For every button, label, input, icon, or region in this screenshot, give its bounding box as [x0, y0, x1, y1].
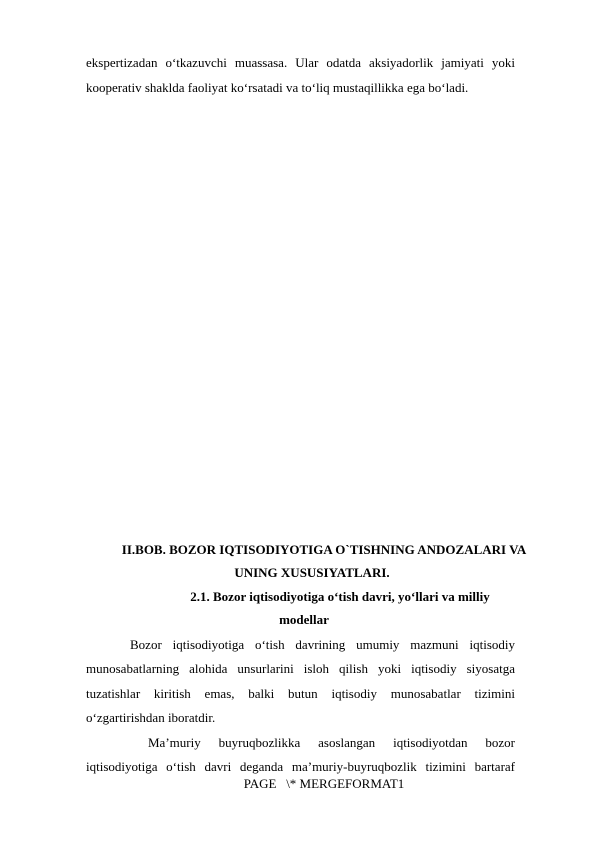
paragraph-1-line-2: munosabatlarning alohida unsurlarini isloh qilish yoki iqtisodiy siyosatga [86, 661, 515, 676]
paragraph-1-line-1: Bozor iqtisodiyotiga o‘tish davrining umumiy mazmuni iqtisodiy [130, 637, 515, 652]
top-paragraph-line-2: kooperativ shaklda faoliyat ko‘rsatadi va to‘liq mustaqillikka ega bo‘ladi. [86, 80, 469, 95]
paragraph-2-line-1: Ma’muriy buyruqbozlikka asoslangan iqtisodiyotdan bozor [148, 735, 515, 750]
section-heading-line-1: 2.1. Bozor iqtisodiyotiga o‘tish davri, yo‘llari va milliy [190, 589, 490, 604]
paragraph-1-line-4: o‘zgartirishdan iboratdir. [86, 710, 216, 725]
paragraph-1-line-3: tuzatishlar kiritish emas, balki butun iqtisodiy munosabatlar tizimini [86, 686, 515, 701]
paragraph-2-line-2: iqtisodiyotiga o‘tish davri deganda ma’muriy-buyruqbozlik tizimini bartaraf [86, 759, 515, 774]
chapter-heading-line-1: II.BOB. BOZOR IQTISODIYOTIGA O`TISHNING ANDOZALARI VA [121, 542, 527, 557]
chapter-heading-line-2: UNING XUSUSIYATLARI. [234, 565, 390, 580]
page-footer: PAGE \* MERGEFORMAT1 [243, 776, 405, 791]
section-heading-line-2: modellar [279, 612, 329, 627]
top-paragraph-line-1: ekspertizadan o‘tkazuvchi muassasa. Ular odatda aksiyadorlik jamiyati yoki [86, 55, 515, 70]
